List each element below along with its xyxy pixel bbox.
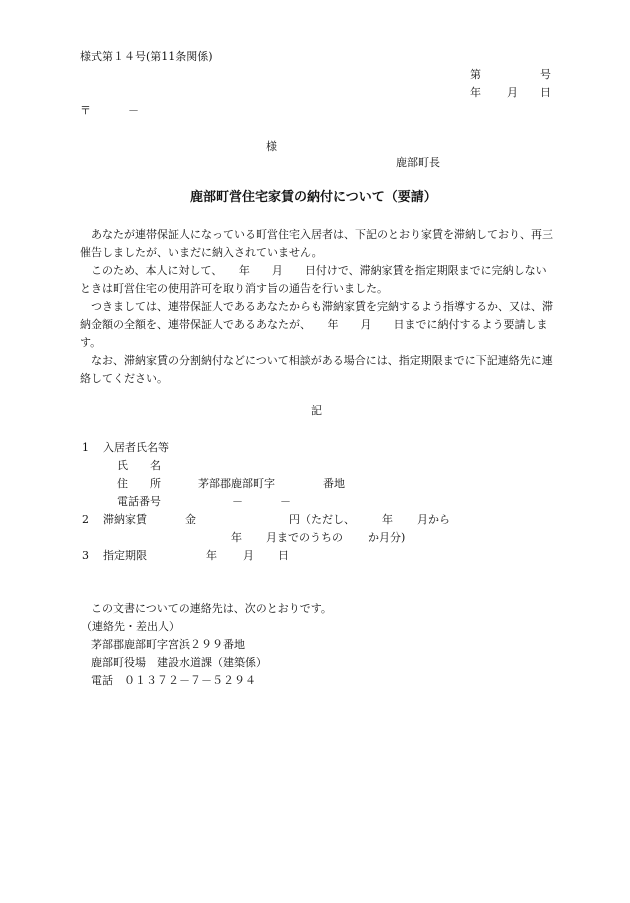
- contact-intro: この文書についての連絡先は、次のとおりです。: [91, 602, 332, 615]
- date-month: 月: [507, 86, 518, 99]
- body-paragraph-4: なお、滞納家賃の分割納付などについて相談がある場合には、指定期限までに下記連絡先に連絡してください。: [80, 354, 553, 385]
- contact-address: 茅部郡鹿部町字宮浜２９９番地: [91, 638, 245, 651]
- form-label: 様式第１４号(第11条関係): [80, 50, 213, 63]
- date-day: 日: [540, 86, 551, 99]
- postal-dash: －: [128, 104, 139, 117]
- arrears-to-year: 年: [231, 531, 242, 544]
- arrears-from-month: 月から: [417, 513, 450, 526]
- item-2-label: 滞納家賃: [103, 513, 147, 526]
- postal-mark: 〒: [80, 104, 91, 117]
- phone-dash-2: －: [280, 495, 291, 508]
- deadline-year: 年: [206, 549, 217, 562]
- number-go: 号: [540, 68, 551, 81]
- body-paragraph-2: このため、本人に対して、 年 月 日付けで、滞納家賃を指定期限までに完納しないときは町営住宅の使用許可を取り消す旨の通告を行いました。: [80, 264, 547, 295]
- arrears-from-year: 年: [382, 513, 393, 526]
- item-1-label: 入居者氏名等: [103, 441, 169, 454]
- sender-name: 鹿部町長: [396, 156, 440, 169]
- number-dai: 第: [470, 68, 481, 81]
- item-2-number: 2: [82, 513, 89, 526]
- name-label: 氏 名: [117, 459, 161, 472]
- body-paragraph-1: あなたが連帯保証人になっている町営住宅入居者は、下記のとおり家賃を滞納しており、再三催告しましたが、いまだに納入されていません。: [80, 228, 553, 259]
- date-year: 年: [470, 86, 481, 99]
- arrears-to-month: 月までのうちの: [266, 531, 343, 544]
- item-3-number: 3: [82, 549, 89, 562]
- contact-tel: 電話 ０１３７２－７－５２９４: [91, 674, 256, 687]
- contact-office: 鹿部町役場 建設水道課（建築係）: [91, 656, 267, 669]
- phone-label: 電話番号: [117, 495, 161, 508]
- address-value: 茅部郡鹿部町字: [198, 477, 275, 490]
- deadline-day: 日: [278, 549, 289, 562]
- ki-heading: 記: [311, 404, 322, 417]
- arrears-kin: 金: [185, 513, 196, 526]
- contact-heading: （連絡先・差出人）: [81, 620, 180, 633]
- phone-dash-1: －: [232, 495, 243, 508]
- item-1-number: 1: [82, 441, 89, 454]
- item-3-label: 指定期限: [103, 549, 147, 562]
- address-suffix: 番地: [323, 477, 345, 490]
- addressee-honorific: 様: [266, 140, 277, 153]
- address-label: 住 所: [117, 477, 161, 490]
- arrears-yen: 円（ただし、: [289, 513, 355, 526]
- document-title: 鹿部町営住宅家賃の納付について（要請）: [190, 190, 437, 205]
- body-paragraph-3: つきましては、連帯保証人であるあなたからも滞納家賃を完納するよう指導するか、又は、滞納金額の全額を、連帯保証人であるあなたが、 年 月 日までに納付するよう要請します。: [80, 300, 553, 349]
- deadline-month: 月: [243, 549, 254, 562]
- arrears-months: か月分): [368, 531, 406, 544]
